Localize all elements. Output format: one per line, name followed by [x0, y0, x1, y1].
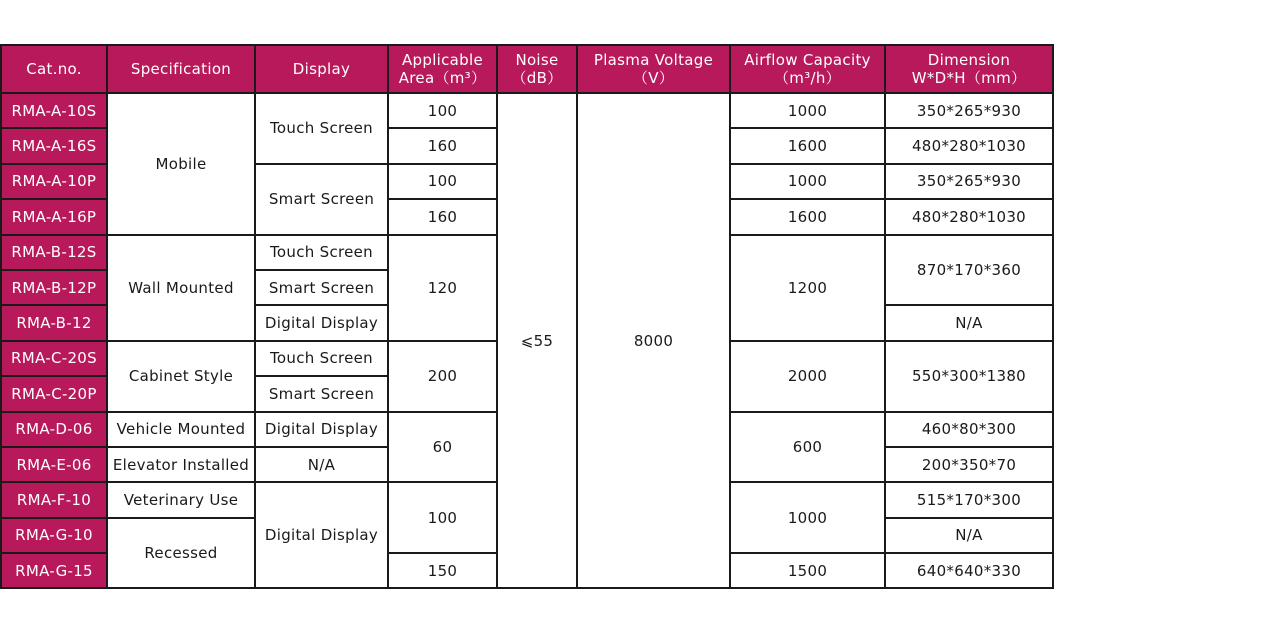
display-cell: Touch Screen — [255, 235, 388, 270]
dimension-cell: 350*265*930 — [885, 164, 1053, 199]
cat-cell: RMA-C-20S — [1, 341, 107, 376]
cat-cell: RMA-B-12P — [1, 270, 107, 305]
cat-cell: RMA-C-20P — [1, 376, 107, 411]
cat-cell: RMA-A-10P — [1, 164, 107, 199]
airflow-cell: 1600 — [730, 199, 885, 234]
dimension-cell: 200*350*70 — [885, 447, 1053, 482]
airflow-cell: 2000 — [730, 341, 885, 412]
cat-cell: RMA-F-10 — [1, 482, 107, 517]
header-row — [1, 45, 1053, 93]
display-cell: Touch Screen — [255, 341, 388, 376]
dimension-cell: 870*170*360 — [885, 235, 1053, 306]
cat-cell: RMA-A-10S — [1, 93, 107, 128]
airflow-cell: 1000 — [730, 164, 885, 199]
dimension-cell: N/A — [885, 305, 1053, 340]
header-dimension: Dimension W*D*H（mm） — [885, 45, 1053, 93]
table-row — [1, 93, 1053, 128]
dimension-cell: 640*640*330 — [885, 553, 1053, 588]
display-cell: Smart Screen — [255, 376, 388, 411]
display-cell: Digital Display — [255, 305, 388, 340]
header-area: Applicable Area（m³） — [388, 45, 497, 93]
header-voltage: Plasma Voltage （V） — [577, 45, 730, 93]
cat-cell: RMA-A-16P — [1, 199, 107, 234]
area-cell: 60 — [388, 412, 497, 483]
dimension-cell: 480*280*1030 — [885, 128, 1053, 163]
header-specification: Specification — [107, 45, 255, 93]
area-cell: 100 — [388, 93, 497, 128]
spec-cell-recessed: Recessed — [107, 518, 255, 589]
dimension-cell: 480*280*1030 — [885, 199, 1053, 234]
header-noise: Noise （dB） — [497, 45, 577, 93]
display-cell: Smart Screen — [255, 164, 388, 235]
spec-cell: Veterinary Use — [107, 482, 255, 517]
header-display: Display — [255, 45, 388, 93]
dimension-cell: 515*170*300 — [885, 482, 1053, 517]
display-cell: Digital Display — [255, 412, 388, 447]
spec-cell-cabinet: Cabinet Style — [107, 341, 255, 412]
spec-cell: Vehicle Mounted — [107, 412, 255, 447]
cat-cell: RMA-B-12 — [1, 305, 107, 340]
header-catno: Cat.no. — [1, 45, 107, 93]
area-cell: 200 — [388, 341, 497, 412]
spec-table — [0, 44, 1054, 589]
area-cell: 100 — [388, 482, 497, 553]
area-cell: 160 — [388, 199, 497, 234]
display-cell: Touch Screen — [255, 93, 388, 164]
area-cell: 160 — [388, 128, 497, 163]
display-cell: Digital Display — [255, 482, 388, 588]
airflow-cell: 1600 — [730, 128, 885, 163]
dimension-cell: 350*265*930 — [885, 93, 1053, 128]
spec-cell-wall-mounted: Wall Mounted — [107, 235, 255, 341]
cat-cell: RMA-B-12S — [1, 235, 107, 270]
cat-cell: RMA-A-16S — [1, 128, 107, 163]
cat-cell: RMA-D-06 — [1, 412, 107, 447]
area-cell: 120 — [388, 235, 497, 341]
voltage-cell: 8000 — [577, 93, 730, 588]
dimension-cell: 550*300*1380 — [885, 341, 1053, 412]
display-cell: Smart Screen — [255, 270, 388, 305]
airflow-cell: 600 — [730, 412, 885, 483]
spec-cell: Elevator Installed — [107, 447, 255, 482]
cat-cell: RMA-E-06 — [1, 447, 107, 482]
airflow-cell: 1000 — [730, 482, 885, 553]
display-cell: N/A — [255, 447, 388, 482]
airflow-cell: 1000 — [730, 93, 885, 128]
spec-cell-mobile: Mobile — [107, 93, 255, 235]
header-airflow: Airflow Capacity （m³/h） — [730, 45, 885, 93]
area-cell: 150 — [388, 553, 497, 588]
dimension-cell: N/A — [885, 518, 1053, 553]
airflow-cell: 1200 — [730, 235, 885, 341]
noise-cell: ⩽55 — [497, 93, 577, 588]
cat-cell: RMA-G-15 — [1, 553, 107, 588]
area-cell: 100 — [388, 164, 497, 199]
cat-cell: RMA-G-10 — [1, 518, 107, 553]
airflow-cell: 1500 — [730, 553, 885, 588]
dimension-cell: 460*80*300 — [885, 412, 1053, 447]
